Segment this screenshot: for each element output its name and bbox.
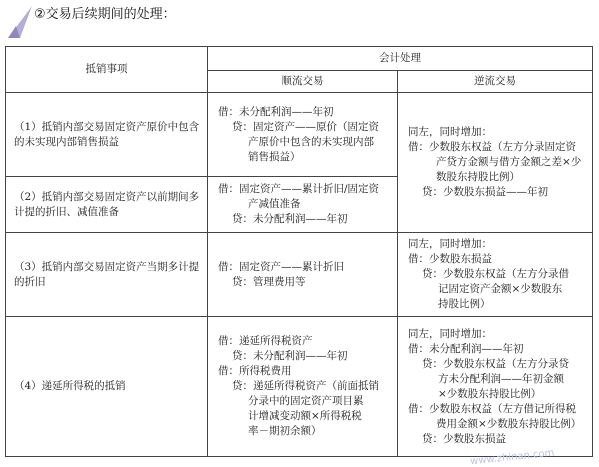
downstream-cell (208, 317, 398, 457)
entry-line: 贷：少数股东权益（左方分录贷 (422, 357, 569, 370)
entry-line: 贷：少数股东损益——年初 (422, 186, 548, 198)
entry-line: 贷：固定资产——原价（固定资 (232, 120, 379, 133)
entry-line: 记固定资产金额×少数股东 (438, 283, 563, 295)
item-line: 的折旧 (14, 275, 46, 288)
entry-line: 同左，同时增加： (408, 238, 492, 250)
entry-line: 费用金额×少数股东持股比例） (436, 417, 582, 430)
section-heading: ②交易后续期间的处理： (34, 7, 176, 22)
item-cell (6, 233, 208, 317)
item-line: 的未实现内部销售损益 (14, 135, 119, 148)
watermark: www.zhinan.com (469, 447, 555, 467)
table-row (6, 233, 593, 317)
item-line: （2）抵销内部交易固定资产以前期间多 (14, 190, 200, 203)
entry-line: 分录中的固定资产项目累 (248, 395, 364, 407)
col-header-upstream: 逆流交易 (398, 71, 593, 93)
entry-line: 销售损益） (248, 150, 301, 163)
entry-line: 持股比例） (438, 298, 491, 310)
entry-line: 同左，同时增加： (408, 126, 492, 138)
entry-line: 数股东持股比例） (436, 171, 520, 183)
entry-line: 率－期初余额） (248, 425, 322, 437)
consolidation-table (5, 46, 593, 457)
entry-line: 贷：少数股东损益 (422, 432, 506, 445)
item-line: （3）抵销内部交易固定资产当期多计提 (14, 260, 200, 273)
downstream-cell (208, 177, 398, 233)
entry-line: 贷：未分配利润——年初 (232, 213, 348, 225)
item-cell (6, 93, 208, 177)
entry-line: 借：所得税费用 (218, 365, 292, 377)
upstream-cell (398, 93, 593, 233)
item-cell (6, 317, 208, 457)
item-line: 计提的折旧、减值准备 (14, 205, 119, 218)
item-cell (6, 177, 208, 233)
entry-line: 贷：未分配利润——年初 (232, 350, 348, 362)
table-row (6, 317, 593, 457)
entry-line: 借：少数股东权益（左方分录固定资 (408, 141, 576, 153)
entry-line: 同左，同时增加： (408, 327, 492, 340)
entry-line: 产贷方金额与借方金额之差×少 (436, 156, 582, 168)
upstream-cell (398, 317, 593, 457)
entry-line: 借：少数股东损益 (408, 253, 492, 265)
entry-line: 产减值准备 (248, 198, 301, 210)
entry-line: 借：递延所得税资产 (218, 335, 313, 347)
downstream-cell (208, 93, 398, 177)
col-header-downstream: 顺流交易 (208, 71, 398, 93)
table-header-row (6, 47, 593, 71)
entry-line: 计增减变动额×所得税税 (248, 410, 362, 422)
entry-line: 借：少数股东权益（左方借记所得税 (408, 402, 576, 415)
col-header-item: 抵销事项 (6, 47, 208, 93)
item-line: （4）递延所得税的抵销 (14, 380, 126, 392)
entry-line: 贷：递延所得税资产（前面抵销 (232, 380, 379, 392)
item-line: （1）抵销内部交易固定资产原价中包含 (14, 120, 200, 133)
entry-line: 借：固定资产——累计折旧 (218, 260, 344, 273)
entry-line: 贷：少数股东权益（左方分录借 (422, 268, 569, 280)
col-header-accounting: 会计处理 (208, 47, 593, 71)
entry-line: 贷：管理费用等 (232, 275, 306, 288)
downstream-cell (208, 233, 398, 317)
entry-line: 借：固定资产——累计折旧/固定资 (218, 183, 380, 195)
entry-line: 产原价中包含的未实现内部 (248, 135, 374, 148)
entry-line: 借：未分配利润——年初 (408, 342, 524, 355)
table-row (6, 93, 593, 177)
entry-line: 方未分配利润——年初金额 (438, 372, 564, 385)
arrow-decoration-icon (6, 4, 36, 40)
entry-line: ×少数股东持股比例） (438, 387, 542, 400)
entry-line: 借：未分配利润——年初 (218, 105, 334, 118)
upstream-cell (398, 233, 593, 317)
